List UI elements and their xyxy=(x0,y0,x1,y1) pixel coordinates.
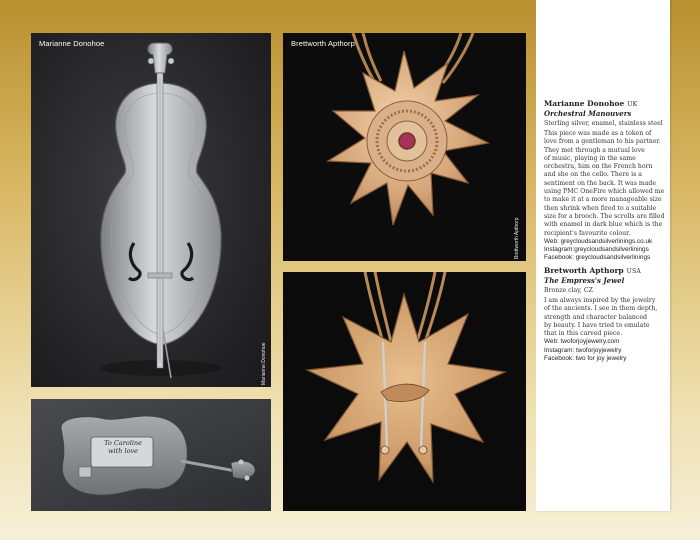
facebook-link[interactable]: Facebook: greycloudsandsilverlinings xyxy=(544,254,651,262)
piece-title: The Empress's Jewel xyxy=(544,276,625,285)
web-link[interactable]: Web: twoforjoyjewelry.com xyxy=(544,338,620,346)
piece-description: I am always inspired by the jewelry of the ancients. I see in them depth, strength and character balanced by beauty. I have tried to emulate that in this carved piece. xyxy=(544,297,658,338)
artist-links xyxy=(544,338,666,363)
engraving-text-line1: To Caroline xyxy=(104,439,142,447)
artist-name: Bretworth Apthorp USA xyxy=(544,266,642,275)
instagram-link[interactable]: Instagram: twoforjoyjewelry xyxy=(544,346,622,354)
artist-info-panel xyxy=(536,0,670,511)
piece-materials: Sterling silver, enamel, stainless steel xyxy=(544,120,663,127)
instagram-link[interactable]: Instagram:greycloudsandsilverlinings xyxy=(544,246,649,254)
photo-caption: Marianne Donohoe xyxy=(39,39,105,48)
artist-name: Marianne Donohoe UK xyxy=(544,99,638,108)
photo-caption: Brettworth Apthorp xyxy=(291,39,355,48)
piece-materials: Bronze clay, CZ xyxy=(544,287,593,294)
photo-credit: Marianne Donohoe xyxy=(261,342,267,385)
photo-flower-pendant xyxy=(283,33,526,261)
artist-entry-1 xyxy=(544,99,666,263)
photo-star-pendant xyxy=(283,272,526,511)
photo-credit: Brettworth Apthorp xyxy=(514,217,520,259)
star-pendant-illustration xyxy=(283,272,526,511)
artist-entry-2 xyxy=(544,266,666,363)
cello-brooch-illustration xyxy=(31,33,271,387)
artist-country: USA xyxy=(626,268,642,275)
photo-cello-brooch-back xyxy=(31,399,271,511)
cello-back-illustration xyxy=(31,399,271,511)
facebook-link[interactable]: Facebook: two for joy jewelry xyxy=(544,355,627,363)
piece-description: This piece was made as a token of love from a gentleman to his partner. They met through a mutual love of music, playing in the same orchestra, him on the French horn and she on the cello. There is a sentiment on the back. It was made using PMC OneFire which allowed me to make it at a more manageable size then shrink when fired to a suitable size for a brooch. The scrolls are filled with enamel in dark blue which is the recipient's favourite colour. xyxy=(544,130,665,237)
artist-country: UK xyxy=(627,101,638,108)
web-link[interactable]: Web: greycloudsandsilverlinings.co.uk xyxy=(544,237,653,245)
artist-links xyxy=(544,238,666,263)
piece-title: Orchestral Manouvers xyxy=(544,109,632,118)
flower-pendant-illustration xyxy=(283,33,526,261)
engraving-text-line2: with love xyxy=(107,447,139,455)
photo-cello-brooch xyxy=(31,33,271,387)
